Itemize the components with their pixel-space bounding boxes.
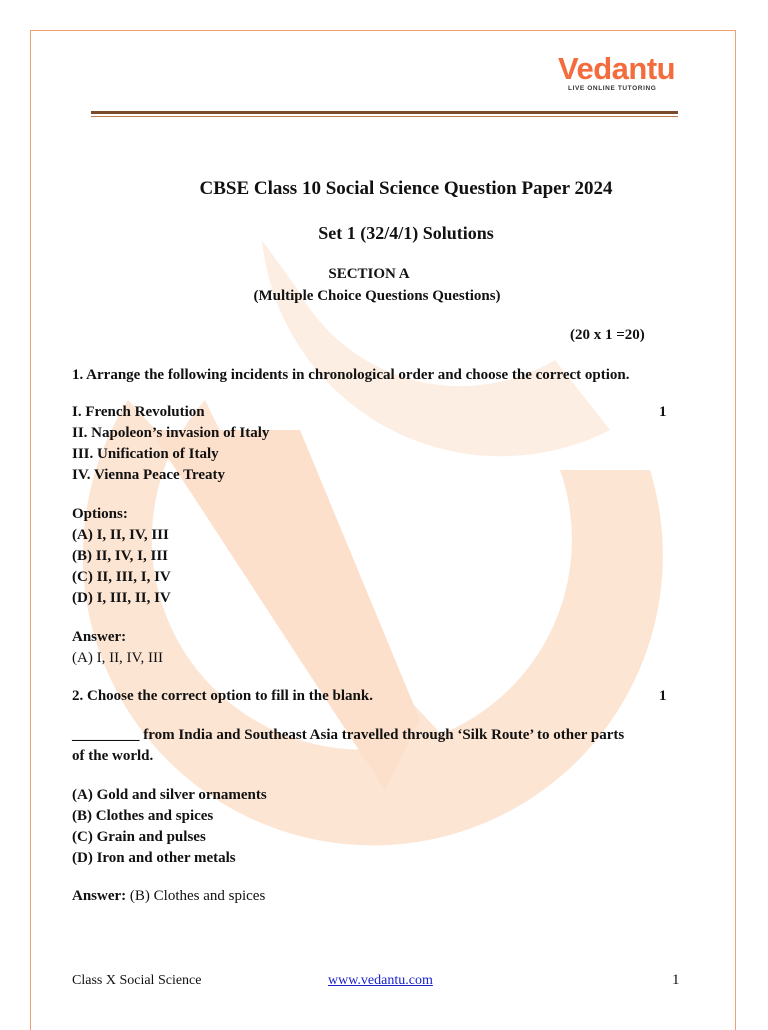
section-type: (Multiple Choice Questions Questions) [253,288,501,304]
q2-option: (B) Clothes and spices [72,808,214,824]
q1-question: 1. Arrange the following incidents in chronological order and choose the correct option. [72,367,630,383]
q1-answer-label: Answer: [72,629,127,645]
section-marks: (20 x 1 =20) [570,327,645,343]
q2-text: of the world. [72,748,154,764]
q1-option: (B) II, IV, I, III [72,548,169,564]
q2-answer-label: Answer: [72,888,127,904]
q1-marks: 1 [659,404,667,420]
page-title: CBSE Class 10 Social Science Question Paper 2024 [199,178,613,199]
q1-option: (C) II, III, I, IV [72,569,171,585]
q1-options-label: Options: [72,506,128,522]
q1-item: IV. Vienna Peace Treaty [72,467,226,483]
page-number: 1 [672,972,680,988]
q2-option: (D) Iron and other metals [72,850,236,866]
q1-item: II. Napoleon’s invasion of Italy [72,425,270,441]
section-name: SECTION A [328,266,410,282]
q2-marks: 1 [659,688,667,704]
page-subtitle: Set 1 (32/4/1) Solutions [318,223,494,243]
q1-option: (D) I, III, II, IV [72,590,171,606]
q2-question: 2. Choose the correct option to fill in the blank. [72,688,373,704]
logo-tagline: LIVE ONLINE TUTORING [568,85,657,92]
footer-subject: Class X Social Science [72,973,202,988]
q2-answer-value: (B) Clothes and spices [126,888,266,904]
q1-item: III. Unification of Italy [72,446,219,462]
q1-item: I. French Revolution [72,404,205,420]
logo-wordmark: Vedantu [558,51,676,86]
header-rule [91,111,678,114]
header-rule-thin [91,116,678,117]
footer-link[interactable]: www.vedantu.com [328,973,433,988]
vedantu-logo [558,52,678,100]
q2-text: _________ from India and Southeast Asia travelled through ‘Silk Route’ to other parts [72,727,625,743]
q1-option: (A) I, II, IV, III [72,527,169,543]
q2-option: (A) Gold and silver ornaments [72,787,267,803]
q2-answer [72,888,265,905]
q2-option: (C) Grain and pulses [72,829,206,845]
q1-answer: (A) I, II, IV, III [72,650,163,666]
